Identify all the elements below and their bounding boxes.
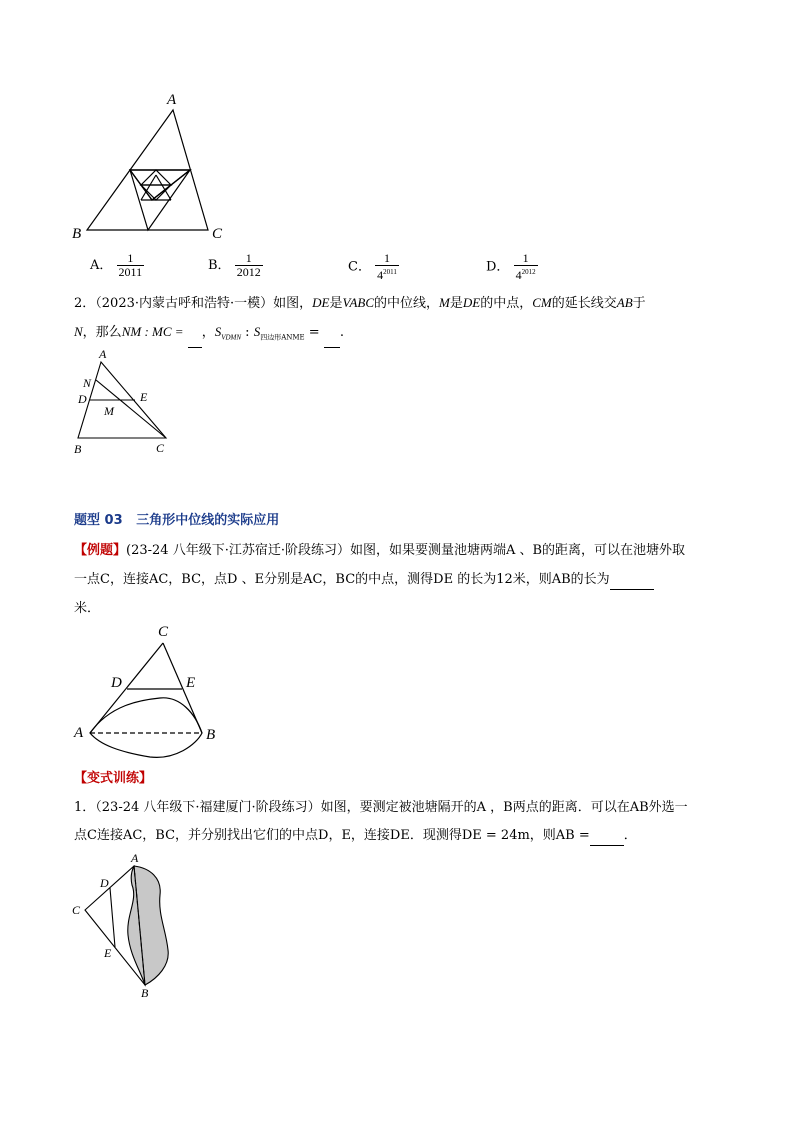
fig2-label-C: C <box>156 441 165 455</box>
fig4-label-E: E <box>104 946 112 960</box>
fig4-label-D: D <box>100 876 109 890</box>
variant-line1: 1．（23-24 八年级下·福建厦门·阶段练习）如图，要测定被池塘隔开的A ，B两点的距离．可以在AB外选一 <box>74 800 688 815</box>
fig2-label-A: A <box>99 347 107 361</box>
example-line3: 米． <box>74 601 101 616</box>
fig3-label-A: A <box>74 725 84 741</box>
q2-line2: N，那么NM : MC = ，$S_{VDMN}$ : $S_{四边形ANME}$ = . <box>74 322 344 348</box>
example-line1: 【例题】(23-24 八年级下·江苏宿迁·阶段练习）如图，如果要测量池塘两端A 、B的距离，可以在池塘外取 <box>74 543 686 558</box>
fig1-label-C: C <box>212 226 223 242</box>
variant-line2: 点C连接AC，BC，并分别找出它们的中点D，E，连接DE．现测得DE = 24m，则AB = ． <box>74 826 637 846</box>
fig2-label-E: E <box>140 390 148 404</box>
fig2-label-B: B <box>74 442 82 456</box>
fig2-label-N: N <box>83 376 92 390</box>
q2-line1: 2．（2023·内蒙古呼和浩特·一模）如图，DE是VABC的中位线，M是DE的中点，CM的延长线交AB于 <box>74 295 646 311</box>
fig3-label-C: C <box>158 624 169 640</box>
section-heading: 题型 03 三角形中位线的实际应用 <box>74 513 280 528</box>
option-d[interactable]: D． $\frac{1}{4^{2012}}$ <box>486 251 536 282</box>
variant-heading: 【变式训练】 <box>74 771 153 786</box>
fig1-label-B: B <box>72 226 82 242</box>
fig3-label-B: B <box>206 727 216 743</box>
fig3-label-E: E <box>186 675 196 691</box>
option-c[interactable]: C． $\frac{1}{4^{2011}}$ <box>348 251 397 282</box>
fig1-label-A: A <box>167 92 177 108</box>
fig2-label-M: M <box>104 404 114 418</box>
fig3-label-D: D <box>111 675 122 691</box>
fig2-label-D: D <box>78 392 87 406</box>
option-a[interactable]: A． $\frac{1}{2011}$ <box>90 251 143 279</box>
fig4-label-A: A <box>131 851 139 865</box>
example-line2: 一点C，连接AC，BC，点D 、E分别是AC，BC的中点，测得DE 的长为12米，则AB的长为 <box>74 570 654 590</box>
fig4-label-C: C <box>72 903 81 917</box>
option-b[interactable]: B． $\frac{1}{2012}$ <box>208 251 261 279</box>
fig4-label-B: B <box>141 986 149 1000</box>
